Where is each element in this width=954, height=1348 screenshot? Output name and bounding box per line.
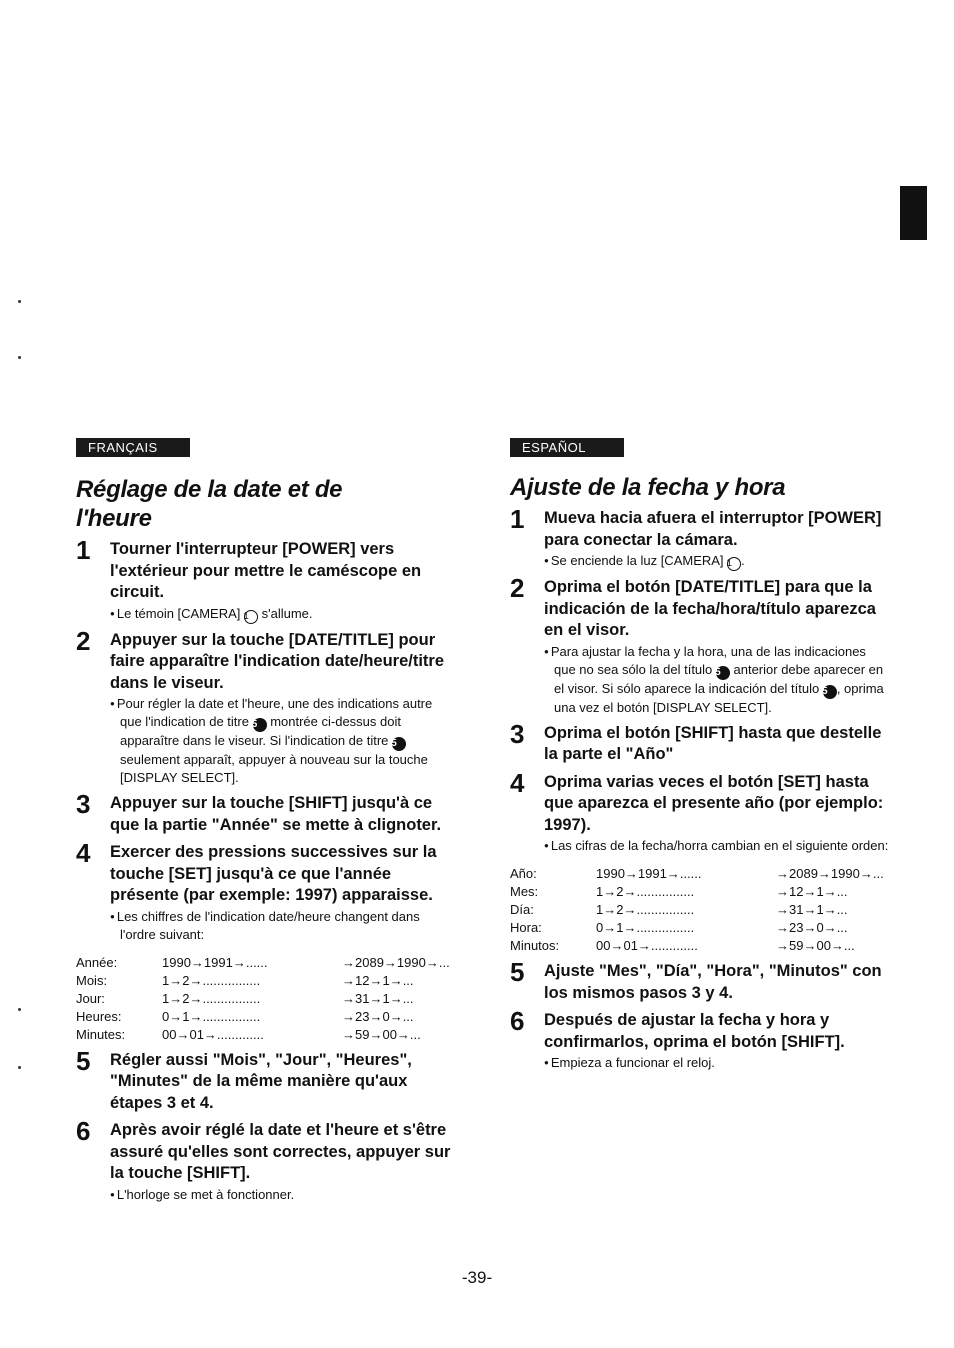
scan-speck [18,1066,21,1069]
step-number: 5 [510,957,525,987]
step-text: Ajuste "Mes", "Día", "Hora", "Minutos" con los mismos pasos 3 y 4. [544,962,882,1002]
table-row: Jour: 1→2→................ →31→1→... [76,990,414,1006]
step-text: Oprima el botón [SHIFT] hasta que destelle la parte el "Año" [544,723,882,763]
table-row: Année: 1990→1991→...... →2089→1990→... [76,954,450,970]
circled-number-icon: 5 [253,718,267,732]
section-title-spanish: Ajuste de la fecha y hora [510,474,786,501]
step-note: ● Pour régler la date et l'heure, une des indications autre que l'indication de titre 5 montrée ci-dessus doit apparaître dans le viseur. Si l'indication de titre 5 seulement apparaît, appuyer à nouveau sur la touche [DISPLAY SELECT]. [110,695,456,787]
step-number: 3 [76,789,91,819]
step-text: Mueva hacia afuera el interruptor [POWER] para conectar la cámara. [544,509,882,549]
step-number: 4 [76,838,91,868]
table-row: Día: 1→2→................ →31→1→... [510,902,848,917]
step-number: 5 [76,1045,91,1076]
step-note: ● Para ajustar la fecha y la hora, una de las indicaciones que no sea sólo la del título 5 anterior debe aparecer en el visor. Si sólo aparece la indicación del título 5 , oprima una vez el botón [DISPLAY SELECT]. [544,643,890,717]
circled-number-icon: 5 [716,666,730,680]
step-text: Tourner l'interrupteur [POWER] vers l'extérieur pour mettre le caméscope en circuit. [110,540,422,601]
scan-speck [18,356,21,359]
page-edge-tab-marker [900,186,927,240]
step-text: Appuyer sur la touche [SHIFT] jusqu'à ce que la partie "Année" se mette à clignoter. [110,794,442,834]
circled-number-icon: 1 [244,610,258,624]
table-row: Minutos: 00→01→............. →59→00→... [510,938,855,953]
step-text: Appuyer sur la touche [DATE/TITLE] pour faire apparaître l'indication date/heure/titre dans le viseur. [110,630,445,692]
sequence-table [510,865,884,955]
step-number: 2 [76,625,91,656]
step-number: 3 [510,718,525,749]
step-number: 6 [76,1116,91,1146]
step-4 [510,767,890,856]
table-row: Heures: 0→1→................ →23→0→... [76,1008,414,1024]
step-note: ● L'horloge se met à fonctionner. [110,1186,456,1204]
circled-number-icon: 5 [392,737,406,751]
step-text: Exercer des pressions successives sur la touche [SET] jusqu'à ce que l'année présente (par exemple: 1997) apparaisse. [110,843,437,904]
language-tag-french: FRANÇAIS [76,438,190,457]
spanish-column [510,438,890,1072]
step-note: ● Les chiffres de l'indication date/heure changent dans l'ordre suivant: [110,908,456,944]
section-title-french: Réglage de la date et de l'heure [76,476,343,532]
step-6 [510,1006,890,1072]
step-number: 2 [510,573,525,603]
step-3 [76,789,456,836]
table-row: Minutes: 00→01→............. →59→00→... [76,1026,421,1042]
step-5 [510,957,890,1004]
step-note: ● Se enciende la luz [CAMERA] 1 . [544,552,890,571]
language-tag-spanish: ESPAÑOL [510,438,624,457]
scan-speck [18,300,21,303]
step-note: ● Las cifras de la fecha/horra cambian en el siguiente orden: [544,837,890,855]
step-2 [510,573,890,717]
step-2 [76,625,456,788]
step-5 [76,1045,456,1115]
step-note: ● Empieza a funcionar el reloj. [544,1054,890,1072]
step-number: 1 [510,504,525,534]
step-text: Après avoir réglé la date et l'heure et s'être assuré qu'elles sont correctes, appuyer sur la touche [SHIFT]. [110,1121,451,1182]
table-row: Año: 1990→1991→...... →2089→1990→... [510,866,884,881]
table-row: Mois: 1→2→................ →12→1→... [76,972,414,988]
step-3 [510,718,890,766]
step-6 [76,1116,456,1204]
step-text: Oprima varias veces el botón [SET] hasta que aparezca el presente año (por ejemplo: 1997). [544,772,884,834]
step-1 [510,504,890,571]
step-text: Régler aussi "Mois", "Jour", "Heures", "Minutes" de la même manière qu'aux étapes 3 et 4. [110,1050,412,1112]
step-4 [76,838,456,944]
scan-speck [18,1008,21,1011]
step-note: ● Le témoin [CAMERA] 1 s'allume. [110,605,456,624]
page-number: -39- [461,1268,493,1287]
table-row: Mes: 1→2→................ →12→1→... [510,884,848,899]
step-1 [76,535,456,624]
step-text: Después de ajustar la fecha y hora y confirmarlos, oprima el botón [SHIFT]. [544,1011,845,1051]
french-column [76,438,456,1204]
step-number: 1 [76,535,91,565]
step-text: Oprima el botón [DATE/TITLE] para que la indicación de la fecha/hora/título aparezca en el visor. [544,578,876,639]
step-number: 4 [510,767,525,798]
circled-number-icon: 5 [823,685,837,699]
step-number: 6 [510,1006,525,1036]
sequence-table [76,954,450,1044]
circled-number-icon: 1 [727,557,741,571]
table-row: Hora: 0→1→................ →23→0→... [510,920,848,935]
